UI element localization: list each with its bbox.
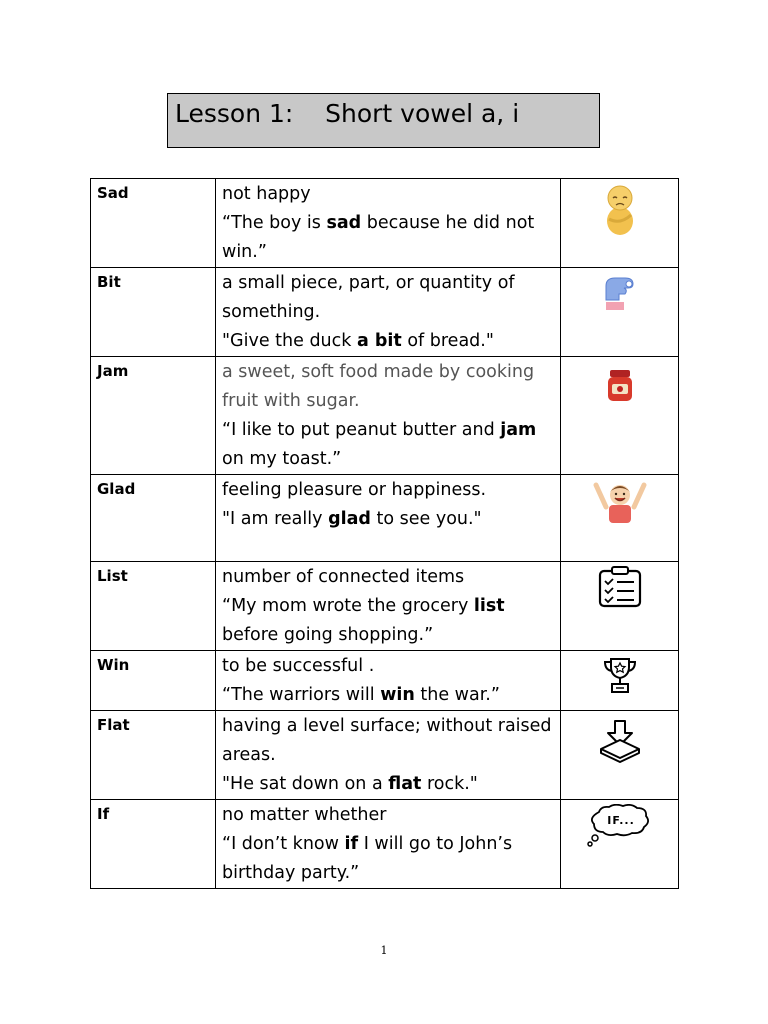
- lesson-title-box: [167, 93, 600, 148]
- vocab-definition: feeling pleasure or happiness.: [222, 480, 487, 500]
- example-after: the war.”: [414, 685, 500, 705]
- table-row: [91, 268, 679, 357]
- example-after: of bread.": [401, 331, 494, 351]
- vocab-picture-cell: [561, 651, 679, 711]
- vocab-definition: a small piece, part, or quantity of something.: [222, 273, 515, 322]
- vocab-example: [222, 505, 560, 534]
- vocab-picture-cell: [561, 562, 679, 651]
- vocab-word: Jam: [91, 357, 216, 475]
- example-after: to see you.": [370, 509, 482, 529]
- flat-surface-arrow-icon: [598, 719, 642, 765]
- example-after: on my toast.”: [222, 449, 342, 469]
- vocab-picture-cell: [561, 179, 679, 268]
- table-row: [91, 179, 679, 268]
- example-keyword: list: [473, 596, 505, 616]
- page-number: 1: [380, 944, 388, 957]
- table-row: [91, 357, 679, 475]
- thought-bubble-if-icon: [585, 804, 655, 848]
- vocab-word: If: [91, 800, 216, 889]
- vocab-definition: not happy: [222, 184, 311, 204]
- lesson-title: [175, 98, 519, 130]
- vocab-word: Flat: [91, 711, 216, 800]
- example-after: before going shopping.”: [222, 625, 434, 645]
- vocab-example: [222, 416, 560, 474]
- example-keyword: glad: [328, 509, 371, 529]
- vocab-example: [222, 327, 560, 356]
- example-before: “I like to put peanut butter and: [222, 420, 501, 440]
- example-before: "Give the duck: [222, 331, 357, 351]
- vocab-word: List: [91, 562, 216, 651]
- vocab-definition-cell: [216, 357, 561, 475]
- vocab-definition: no matter whether: [222, 805, 387, 825]
- happy-child-icon: [592, 479, 648, 525]
- example-keyword: flat: [388, 774, 422, 794]
- table-row: [91, 651, 679, 711]
- lesson-topic: Short vowel a, i: [325, 99, 520, 128]
- trophy-icon: [600, 655, 640, 695]
- example-before: "I am really: [222, 509, 329, 529]
- vocab-word: Bit: [91, 268, 216, 357]
- vocab-definition-cell: [216, 179, 561, 268]
- vocab-definition-cell: [216, 651, 561, 711]
- example-keyword: if: [344, 834, 359, 854]
- vocab-definition: a sweet, soft food made by cooking fruit with sugar.: [222, 362, 535, 411]
- lesson-label: Lesson 1:: [175, 99, 294, 128]
- example-keyword: sad: [326, 213, 362, 233]
- vocab-word: Sad: [91, 179, 216, 268]
- example-keyword: a bit: [356, 331, 402, 351]
- vocab-picture-cell: [561, 800, 679, 889]
- pinch-hand-icon: [600, 272, 640, 314]
- vocab-picture-cell: [561, 711, 679, 800]
- vocabulary-table: [90, 178, 679, 889]
- vocab-picture-cell: [561, 268, 679, 357]
- table-row: [91, 562, 679, 651]
- vocab-example: [222, 830, 560, 888]
- sad-child-icon: [600, 183, 640, 237]
- clipboard-checklist-icon: [597, 566, 643, 608]
- example-after: because he did not win.”: [222, 213, 535, 262]
- thought-bubble-text: IF...: [606, 814, 635, 827]
- example-before: “I don’t know: [222, 834, 345, 854]
- vocab-definition-cell: [216, 475, 561, 562]
- vocab-word: Win: [91, 651, 216, 711]
- example-after: rock.": [421, 774, 478, 794]
- vocab-definition: to be successful .: [222, 656, 375, 676]
- vocab-word: Glad: [91, 475, 216, 562]
- example-keyword: jam: [500, 420, 537, 440]
- vocab-example: [222, 681, 560, 710]
- vocab-definition-cell: [216, 711, 561, 800]
- vocab-picture-cell: [561, 357, 679, 475]
- vocab-definition-cell: [216, 268, 561, 357]
- vocab-example: [222, 209, 560, 267]
- vocab-definition: number of connected items: [222, 567, 465, 587]
- vocab-definition-cell: [216, 562, 561, 651]
- example-before: “My mom wrote the grocery: [222, 596, 474, 616]
- example-after: I will go to John’s birthday party.”: [222, 834, 513, 883]
- vocab-example: [222, 770, 560, 799]
- table-row: [91, 711, 679, 800]
- example-before: "He sat down on a: [222, 774, 389, 794]
- table-row: [91, 800, 679, 889]
- example-before: “The warriors will: [222, 685, 381, 705]
- vocab-example: [222, 592, 560, 650]
- example-before: “The boy is: [222, 213, 327, 233]
- vocab-definition: having a level surface; without raised areas.: [222, 716, 552, 765]
- example-keyword: win: [380, 685, 415, 705]
- vocab-picture-cell: [561, 475, 679, 562]
- table-row: [91, 475, 679, 562]
- jam-jar-icon: [605, 367, 635, 403]
- vocab-definition-cell: [216, 800, 561, 889]
